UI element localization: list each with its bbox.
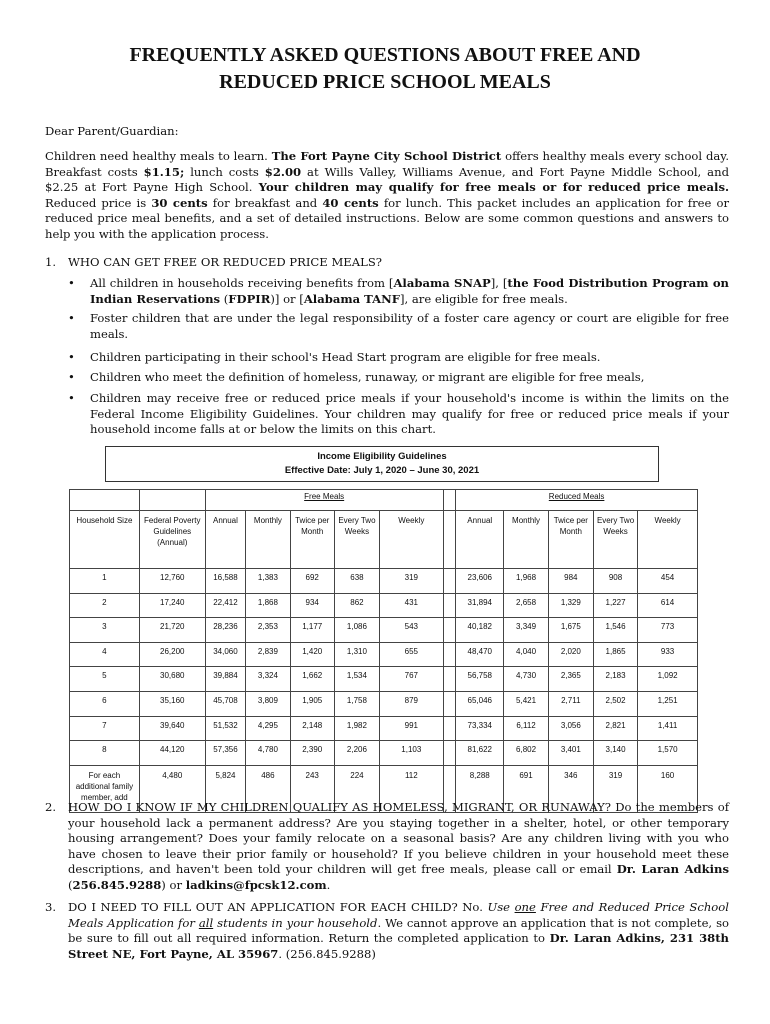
return-address: Dr. Laran Adkins, 231 38th Street NE, Fort Payne, AL 35967 xyxy=(68,931,729,961)
intro-text: for breakfast and xyxy=(207,195,323,210)
italic-text: Free and Reduced Price School Meals Application for xyxy=(68,900,729,930)
intro-paragraph xyxy=(45,149,729,243)
table-cell: 1,103 xyxy=(380,741,444,766)
col-header-every-two-weeks: Every Two Weeks xyxy=(334,511,379,569)
table-cell: 12,760 xyxy=(139,569,205,594)
table-cell: 4,040 xyxy=(504,642,548,667)
table-cell: 1,086 xyxy=(334,618,379,643)
table-cell: 1,982 xyxy=(334,716,379,741)
table-row xyxy=(70,741,698,766)
table-cell: 1 xyxy=(70,569,140,594)
table-cell xyxy=(443,741,456,766)
table-cell: 691 xyxy=(504,765,548,812)
bullet-text: ( xyxy=(220,291,229,306)
table-cell xyxy=(443,490,456,511)
table-cell: 1,758 xyxy=(334,691,379,716)
table-cell: 4,295 xyxy=(246,716,290,741)
italic-text: Use xyxy=(487,900,515,914)
table-cell: 21,720 xyxy=(139,618,205,643)
table-cell xyxy=(443,569,456,594)
table-cell: 17,240 xyxy=(139,593,205,618)
col-header-weekly: Weekly xyxy=(380,511,444,569)
table-cell: 454 xyxy=(638,569,698,594)
list-item xyxy=(68,276,729,311)
contact-email[interactable]: ladkins@fpcsk12.com xyxy=(185,877,327,892)
table-cell: 81,622 xyxy=(456,741,504,766)
effective-date: Effective Date: July 1, 2020 – June 30, 2021 xyxy=(284,465,480,476)
table-cell: 160 xyxy=(638,765,698,812)
table-cell: 638 xyxy=(334,569,379,594)
col-header-weekly: Weekly xyxy=(638,511,698,569)
table-cell: 2,821 xyxy=(593,716,637,741)
table-cell: For each additional family member, add xyxy=(70,765,140,812)
table-cell xyxy=(139,490,205,511)
table-cell: 26,200 xyxy=(139,642,205,667)
table-cell: 3,140 xyxy=(593,741,637,766)
table-cell xyxy=(443,642,456,667)
question-body: . We cannot approve an application that is not complete, so be sure to fill out all required information. Return the completed application to xyxy=(68,915,730,946)
question-text xyxy=(68,800,729,894)
table-cell: 692 xyxy=(290,569,334,594)
table-cell: 319 xyxy=(593,765,637,812)
col-header-twice-per-month: Twice per Month xyxy=(290,511,334,569)
table-cell: 8,288 xyxy=(456,765,504,812)
intro-text: at Wills Valley, Williams Avenue, and Fort Payne Middle School, and $2.25 at Fort Payne High School. xyxy=(45,164,729,195)
italic-text: students in your household xyxy=(213,915,378,930)
breakfast-cost: $1.15; xyxy=(143,164,185,179)
punctuation: ( xyxy=(68,877,73,892)
table-cell: 1,310 xyxy=(334,642,379,667)
table-cell: 984 xyxy=(548,569,593,594)
page-title xyxy=(40,42,730,96)
reduced-breakfast-price: 30 cents xyxy=(151,195,208,210)
table-cell: 2,148 xyxy=(290,716,334,741)
table-cell: 2,353 xyxy=(246,618,290,643)
list-item: • Children who meet the definition of homeless, runaway, or migrant are eligible for free meals, xyxy=(68,370,729,391)
table-cell: 1,251 xyxy=(638,691,698,716)
table-cell: 4 xyxy=(70,642,140,667)
table-cell: 28,236 xyxy=(205,618,245,643)
table-cell xyxy=(443,691,456,716)
table-body xyxy=(70,569,698,813)
col-header-annual: Annual xyxy=(205,511,245,569)
table-cell: 40,182 xyxy=(456,618,504,643)
table-cell: 1,675 xyxy=(548,618,593,643)
table-cell: 773 xyxy=(638,618,698,643)
table-cell: 34,060 xyxy=(205,642,245,667)
free-meals-header xyxy=(205,490,443,511)
contact-name: Dr. Laran Adkins xyxy=(616,862,729,877)
list-item: • Foster children that are under the legal responsibility of a foster care agency or court are eligible for free meals. xyxy=(68,311,729,350)
title-line-1: FREQUENTLY ASKED QUESTIONS ABOUT FREE AND xyxy=(129,44,641,66)
intro-text: Reduced price is xyxy=(45,195,152,210)
table-header-row xyxy=(70,511,698,569)
table-row xyxy=(70,667,698,692)
table-cell: 3,056 xyxy=(548,716,593,741)
col-header-every-two-weeks: Every Two Weeks xyxy=(593,511,637,569)
table-cell: 30,680 xyxy=(139,667,205,692)
table-cell: 3,349 xyxy=(504,618,548,643)
table-cell: 1,968 xyxy=(504,569,548,594)
table-cell: 3,809 xyxy=(246,691,290,716)
reduced-meals-header xyxy=(456,490,698,511)
table-cell: 2,183 xyxy=(593,667,637,692)
table-cell: 346 xyxy=(548,765,593,812)
table-row xyxy=(70,716,698,741)
table-cell: 56,758 xyxy=(456,667,504,692)
list-item: • Children may receive free or reduced price meals if your household's income is within the limits on the Federal Income Eligibility Guidelines. Your children may qualify for free or reduced price meals if your household income falls at or below the limits on this chart. xyxy=(68,391,729,438)
table-cell xyxy=(443,618,456,643)
table-cell: 73,334 xyxy=(456,716,504,741)
bullet-bold: Alabama SNAP xyxy=(393,276,491,290)
district-name: The Fort Payne City School District xyxy=(271,149,502,163)
table-cell: 6,112 xyxy=(504,716,548,741)
table-cell: 7 xyxy=(70,716,140,741)
table-cell: 22,412 xyxy=(205,593,245,618)
eligibility-list xyxy=(68,276,729,438)
table-cell: 44,120 xyxy=(139,741,205,766)
table-cell: 879 xyxy=(380,691,444,716)
title-line-2: REDUCED PRICE SCHOOL MEALS xyxy=(219,71,551,93)
table-cell: 31,894 xyxy=(456,593,504,618)
bullet-bold: FDPIR xyxy=(228,291,271,306)
table-cell: 2,711 xyxy=(548,691,593,716)
table-cell: 2,390 xyxy=(290,741,334,766)
table-cell: 1,865 xyxy=(593,642,637,667)
table-cell: 48,470 xyxy=(456,642,504,667)
table-cell: 431 xyxy=(380,593,444,618)
question-number: 2. xyxy=(45,800,57,814)
table-cell: 655 xyxy=(380,642,444,667)
bullet-text: All children in households receiving benefits from [ xyxy=(90,276,394,290)
table-cell: 1,868 xyxy=(246,593,290,618)
table-cell: 51,532 xyxy=(205,716,245,741)
table-row xyxy=(70,642,698,667)
col-header-annual: Annual xyxy=(456,511,504,569)
question-text: WHO CAN GET FREE OR REDUCED PRICE MEALS? xyxy=(68,255,383,269)
intro-text: Children need healthy meals to learn. xyxy=(45,149,272,163)
bullet-text: )] or [ xyxy=(270,291,304,306)
table-cell: 57,356 xyxy=(205,741,245,766)
question-body: . (256.845.9288) xyxy=(278,946,376,961)
table-cell: 1,329 xyxy=(548,593,593,618)
lunch-cost: $2.00 xyxy=(264,164,302,179)
table-cell xyxy=(70,490,140,511)
table-cell: 6,802 xyxy=(504,741,548,766)
free-meals-label: Free Meals xyxy=(304,492,345,501)
punctuation: . xyxy=(326,877,331,892)
table-cell: 767 xyxy=(380,667,444,692)
table-cell: 2,206 xyxy=(334,741,379,766)
question-2 xyxy=(45,800,729,894)
table-cell: 6 xyxy=(70,691,140,716)
table-cell: 934 xyxy=(290,593,334,618)
bullet-bold: Alabama TANF xyxy=(303,291,400,306)
table-heading: Income Eligibility Guidelines xyxy=(317,451,447,462)
intro-text: for lunch. This packet includes an application for free or reduced price meal benefits, and a set of detailed instructions. Below are some common questions and answers to help you with the application process. xyxy=(45,195,730,241)
table-cell: 933 xyxy=(638,642,698,667)
table-cell: 2,658 xyxy=(504,593,548,618)
table-cell: 1,905 xyxy=(290,691,334,716)
table-cell: 65,046 xyxy=(456,691,504,716)
col-header-monthly: Monthly xyxy=(504,511,548,569)
table-cell: 614 xyxy=(638,593,698,618)
question-1 xyxy=(45,255,729,271)
italic-underlined: one xyxy=(514,900,536,914)
contact-phone: 256.845.9288 xyxy=(72,877,162,892)
qualify-statement: Your children may qualify for free meals or for reduced price meals. xyxy=(258,180,730,195)
question-number: 1. xyxy=(45,255,57,269)
col-header-poverty-guidelines: Federal Poverty Guidelines (Annual) xyxy=(139,511,205,569)
col-header-household-size: Household Size xyxy=(70,511,140,569)
table-cell: 35,160 xyxy=(139,691,205,716)
table-cell: 908 xyxy=(593,569,637,594)
table-cell: 4,730 xyxy=(504,667,548,692)
table-cell: 1,570 xyxy=(638,741,698,766)
intro-text: offers healthy meals every school day. Breakfast costs xyxy=(45,149,729,179)
table-cell xyxy=(443,511,456,569)
greeting: Dear Parent/Guardian: xyxy=(45,124,179,138)
intro-text: lunch costs xyxy=(184,164,265,179)
table-cell: 112 xyxy=(380,765,444,812)
table-cell: 3,401 xyxy=(548,741,593,766)
table-cell: 2,365 xyxy=(548,667,593,692)
table-cell: 3 xyxy=(70,618,140,643)
table-cell: 1,227 xyxy=(593,593,637,618)
table-cell: 8 xyxy=(70,741,140,766)
table-cell: 1,092 xyxy=(638,667,698,692)
table-group-header-row xyxy=(70,490,698,511)
table-cell: 1,177 xyxy=(290,618,334,643)
table-cell: 2,839 xyxy=(246,642,290,667)
table-cell: 1,662 xyxy=(290,667,334,692)
table-cell: 2 xyxy=(70,593,140,618)
table-cell: 39,884 xyxy=(205,667,245,692)
bullet-bold: the Food Distribution Program on Indian Reservations xyxy=(90,276,729,306)
table-cell: 23,606 xyxy=(456,569,504,594)
table-cell: 3,324 xyxy=(246,667,290,692)
table-cell: 5 xyxy=(70,667,140,692)
table-cell: 862 xyxy=(334,593,379,618)
table-cell: 991 xyxy=(380,716,444,741)
bullet-text: ], [ xyxy=(490,276,508,290)
table-cell: 2,020 xyxy=(548,642,593,667)
table-cell: 1,420 xyxy=(290,642,334,667)
table-cell: 1,534 xyxy=(334,667,379,692)
table-cell: 543 xyxy=(380,618,444,643)
question-body: DO I NEED TO FILL OUT AN APPLICATION FOR EACH CHILD? No. xyxy=(68,900,488,914)
table-row xyxy=(70,691,698,716)
table-cell xyxy=(443,716,456,741)
question-number: 3. xyxy=(45,900,57,914)
table-row xyxy=(70,593,698,618)
table-cell: 243 xyxy=(290,765,334,812)
table-row xyxy=(70,618,698,643)
question-3 xyxy=(45,900,729,962)
table-cell: 1,546 xyxy=(593,618,637,643)
italic-underlined: all xyxy=(198,915,214,930)
table-cell: 5,824 xyxy=(205,765,245,812)
table-cell: 4,480 xyxy=(139,765,205,812)
table-row xyxy=(70,569,698,594)
col-header-twice-per-month: Twice per Month xyxy=(548,511,593,569)
col-header-monthly: Monthly xyxy=(246,511,290,569)
income-eligibility-table xyxy=(69,489,698,813)
list-item: • Children participating in their school's Head Start program are eligible for free meals. xyxy=(68,350,729,370)
table-cell: 16,588 xyxy=(205,569,245,594)
table-cell: 1,383 xyxy=(246,569,290,594)
table-cell: 5,421 xyxy=(504,691,548,716)
reduced-lunch-price: 40 cents xyxy=(322,195,379,210)
question-text xyxy=(68,900,729,962)
question-body: HOW DO I KNOW IF MY CHILDREN QUALIFY AS HOMELESS, MIGRANT, OR RUNAWAY? Do the members of your household lack a permanent address? Are you staying together in a shelter, hotel, or other temporary housing arrangement? Does your family relocate on a seasonal basis? Are any children living with you who have chosen to leave their prior family or household? If you believe children in your household meet these descriptions, and haven't been told your children will get free meals, please call or email xyxy=(68,800,729,877)
table-cell: 486 xyxy=(246,765,290,812)
income-guidelines-heading xyxy=(105,446,659,482)
table-cell: 2,502 xyxy=(593,691,637,716)
table-cell: 319 xyxy=(380,569,444,594)
table-cell: 4,780 xyxy=(246,741,290,766)
table-cell: 45,708 xyxy=(205,691,245,716)
table-cell: 1,411 xyxy=(638,716,698,741)
table-cell xyxy=(443,593,456,618)
table-cell: 224 xyxy=(334,765,379,812)
bullet-text: ], are eligible for free meals. xyxy=(399,291,568,306)
punctuation: ) or xyxy=(161,877,186,892)
reduced-meals-label: Reduced Meals xyxy=(548,492,605,501)
table-cell: 39,640 xyxy=(139,716,205,741)
table-cell xyxy=(443,667,456,692)
